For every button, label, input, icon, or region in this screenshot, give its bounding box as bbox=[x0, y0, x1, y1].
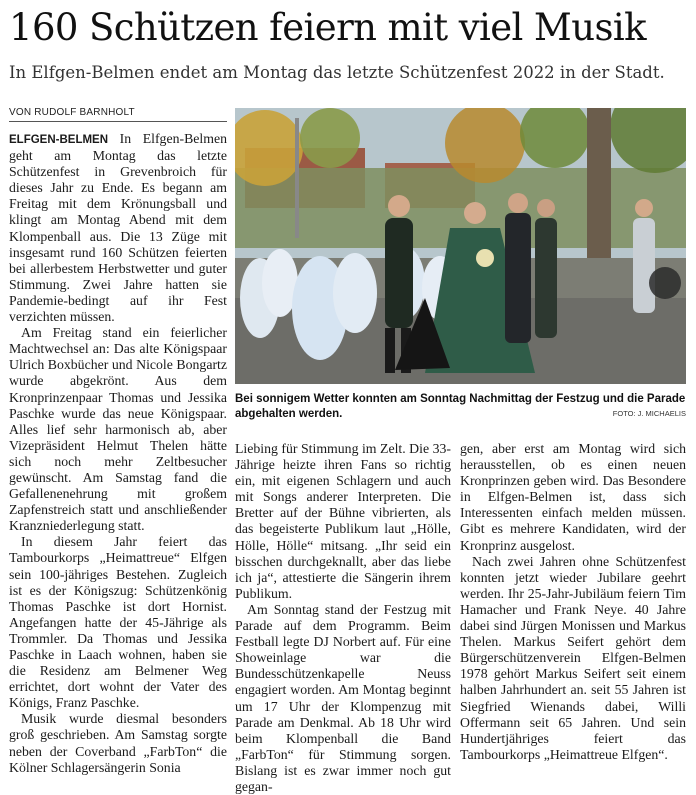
byline: VON RUDOLF BARNHOLT bbox=[9, 107, 227, 122]
paragraph: Musik wurde diesmal besonders groß geschrieben. Am Samstag sorgte neben der Coverband „FarbTon“ die Kölner Schlagersängerin Sonia bbox=[9, 711, 227, 775]
photo-caption: Bei sonnigem Wetter konnten am Sonntag Nachmittag der Festzug und die Parade abgehalten werden. bbox=[235, 393, 686, 420]
article-column-2 bbox=[235, 441, 451, 795]
paragraph: gen, aber erst am Montag wird sich herausstellen, ob es einen neuen Kronprinzen geben wird. Das Besondere in Elfgen-Belmen ist, dass sich Interessenten einfach melden müssen. Gibt es mehrere Kandidaten, wird der Kronprinz ausgelost. bbox=[460, 441, 686, 553]
paragraph: Liebing für Stimmung im Zelt. Die 33-Jährige heizte ihren Fans so richtig ein, mit eigenen Schlagern und auch mit Songs anderer Interpreten. Die Bretter auf der Bühne vibrierten, als das begeisterte Publikum laut „Hölle, Hölle, Hölle“ mitsang. „Ihr seid ein bisschen durchgeknallt, aber das liebe ich ja“, attestierte die Sängerin ihrem Publikum. bbox=[235, 441, 451, 601]
paragraph: Nach zwei Jahren ohne Schützenfest konnten jetzt wieder Jubilare geehrt werden. Ihr 25-Jahr-Jubiläum feiern Tim Hamacher und Frank Neye. 40 Jahre dabei sind Jürgen Monissen und Markus Thelen. Markus Seifert gehört dem Bürgerschützenverein Elfgen-Belmen 1978 gehört Markus Seifert seit einem halben Jahrhundert an. seit 55 Jahren ist Siegfried Wienands dabei, Willi Offermann seit 65 Jahren. Und sein Hundertjähriges feiert das Tambourkorps „Heimattreue Elfgen“. bbox=[460, 553, 686, 762]
headline: 160 Schützen feiern mit viel Musik bbox=[9, 6, 646, 49]
article-column-3 bbox=[460, 441, 686, 763]
paragraph-text: In Elfgen-Belmen geht am Montag das letzte Schützenfest in Grevenbroich für dieses Jahr zu Ende. Es begann am Freitag mit dem Krönungsball und klingt am Montag Abend mit dem Klompenball aus. Die 13 Züge mit insgesamt rund 160 Schützen feierten bei allerbestem Herbstwetter und guter Stimmung. Zwei Jahre hatten sie Pandemie-bedingt auf ihr Fest verzichten müssen. bbox=[9, 131, 227, 325]
paragraph: Am Freitag stand ein feierlicher Machtwechsel an: Das alte Königspaar Ulrich Boxbücher und Nicole Bongartz wurde abgekrönt. Aus dem Kronprinzenpaar Thomas und Jessika Paschke wurde das neue Königspaar. Alles lief sehr harmonisch ab, aber Vizepräsident Helmut Thelen hätte sich noch mehr Zeltbesucher gewünscht. Am Samstag fand die Gefallenenehrung mit großem Zapfenstreich statt und anschließender Kranzniederlegung statt. bbox=[9, 325, 227, 534]
parade-photo bbox=[235, 108, 686, 384]
paragraph: In diesem Jahr feiert das Tambourkorps „Heimattreue“ Elfgen sein 100-jähriges Bestehen. Zugleich ist es der Königszug: Schützenkönig Thomas Paschke ist dort Hornist. Angefangen hatte der 45-Jährige als Trommler. Da Thomas und Jessika Paschke in Laach wohnen, haben sie die Residenz am Belmener Weg errichtet, dort wohnt der Vater des Königs, Franz Paschke. bbox=[9, 534, 227, 711]
dateline: ELFGEN-BELMEN bbox=[9, 134, 109, 146]
photo-credit: FOTO: J. MICHAELIS bbox=[612, 409, 686, 418]
subheadline: In Elfgen-Belmen endet am Montag das letzte Schützenfest 2022 in der Stadt. bbox=[9, 63, 665, 82]
paragraph: Am Sonntag stand der Festzug mit Parade auf dem Programm. Beim Festball legte DJ Norbert auf. Für eine Showeinlage war die Bundesschützenkapelle Neuss engagiert worden. Am Montag beginnt um 17 Uhr der Klompenzug mit Parade am Denkmal. Ab 18 Uhr wird beim Klompenball die Band „FarbTon“ für Stimmung sorgen. Bislang ist es zwar immer noch gut gegan- bbox=[235, 601, 451, 794]
paragraph bbox=[9, 131, 227, 325]
article-column-1 bbox=[9, 131, 227, 776]
parade-photo-illustration bbox=[235, 108, 686, 384]
